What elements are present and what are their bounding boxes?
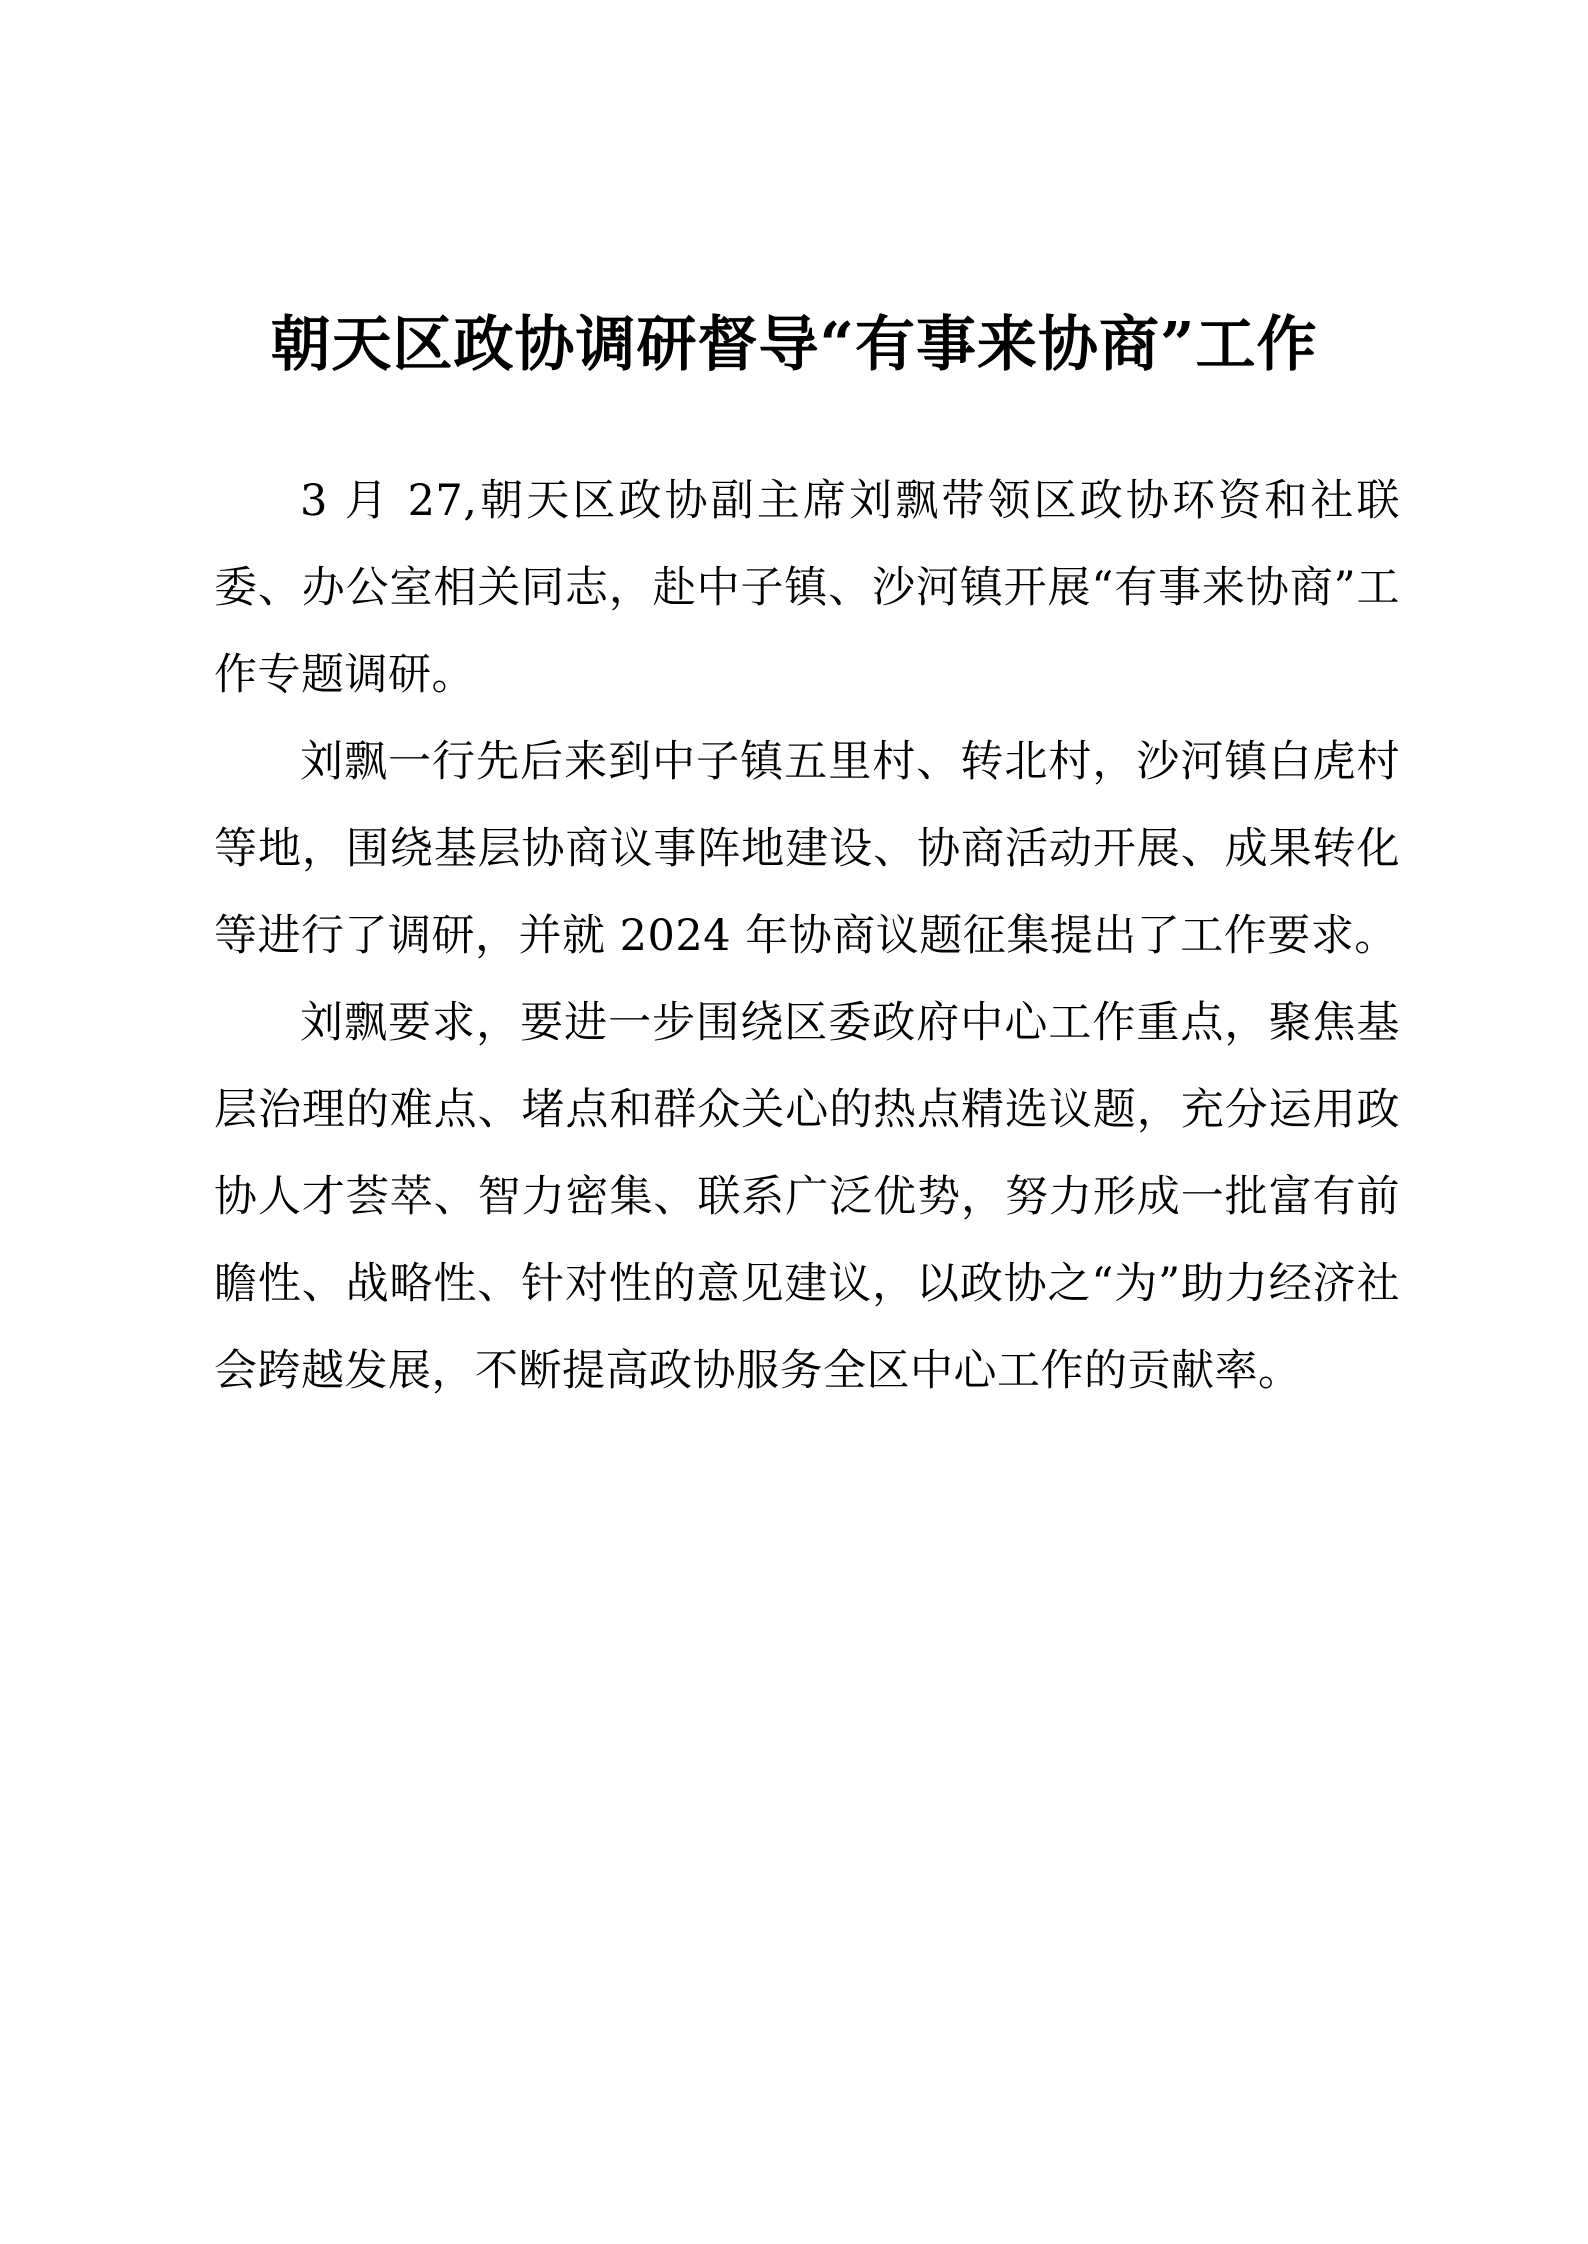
document-title: 朝天区政协调研督导“有事来协商”工作	[270, 310, 1318, 380]
paragraph-1: 3 月 27,朝天区政协副主席刘飘带领区政协环资和社联委、办公室相关同志，赴中子镇、沙河镇开展“有事来协商”工作专题调研。	[214, 476, 1400, 700]
paragraph-2: 刘飘一行先后来到中子镇五里村、转北村，沙河镇白虎村等地，围绕基层协商议事阵地建设、协商活动开展、成果转化等进行了调研，并就 2024 年协商议题征集提出了工作要求。	[214, 737, 1400, 961]
document-body	[214, 458, 1400, 1415]
paragraph-3: 刘飘要求，要进一步围绕区委政府中心工作重点，聚焦基层治理的难点、堵点和群众关心的热点精选议题，充分运用政协人才荟萃、智力密集、联系广泛优势，努力形成一批富有前瞻性、战略性、针对性的意见建议，以政协之“为”助力经济社会跨越发展，不断提高政协服务全区中心工作的贡献率。	[214, 998, 1400, 1396]
